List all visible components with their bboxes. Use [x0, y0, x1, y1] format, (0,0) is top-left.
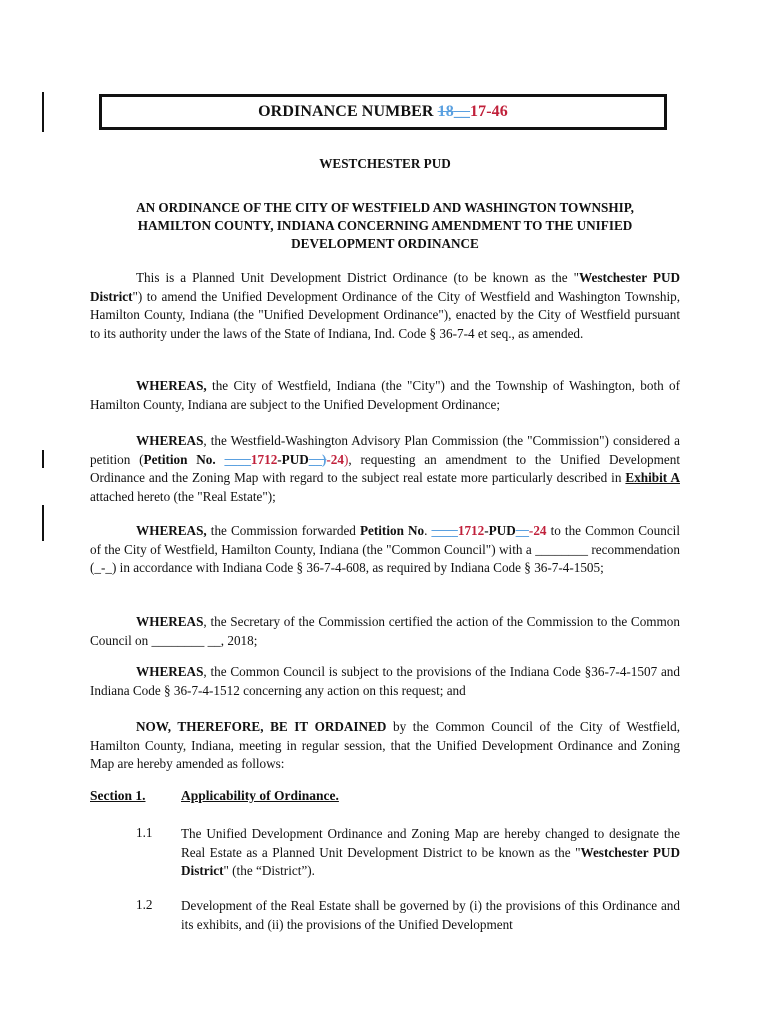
inserted-number: 17-46: [470, 103, 508, 120]
change-bar: [42, 92, 44, 132]
whereas-paragraph-3: WHEREAS, the Commission forwarded Petition No. ____1712-PUD__-24 to the Common Council of the City of Westfield, Hamilton County, Indiana (the "Common Council") with a ________ recommendation (_-_) in accordance with Indiana Code § 36-7-4-608, as required by Indiana Code § 36-7-4-1505;: [90, 523, 680, 575]
title-box: [99, 94, 667, 130]
whereas-paragraph-1: WHEREAS, the City of Westfield, Indiana (the "City") and the Township of Washington, both of Hamilton County, Indiana are subject to the Unified Development Ordinance;: [90, 378, 680, 412]
item-number: 1.1: [136, 825, 153, 840]
ordinance-title: ORDINANCE NUMBER 18__17-46: [258, 103, 508, 120]
subtitle: WESTCHESTER PUD: [319, 156, 451, 171]
struck-blank: __: [453, 103, 471, 120]
section-item-1-2: Development of the Real Estate shall be governed by (i) the provisions of this Ordinance and its exhibits, and (ii) the provisions of the Unified Development: [181, 898, 680, 932]
whereas-paragraph-5: WHEREAS, the Common Council is subject to the provisions of the Indiana Code §36-7-4-1507 and Indiana Code § 36-7-4-1512 concerning any action on this request; and: [90, 664, 680, 698]
change-bar: [42, 450, 44, 468]
section-1-label: Section 1.: [90, 788, 146, 803]
section-item-1-1: The Unified Development Ordinance and Zoning Map are hereby changed to designate the Real Estate as a Planned Unit Development District to be known as the "Westchester PUD District" (the “District”).: [181, 826, 680, 878]
section-1-title: Applicability of Ordinance.: [181, 788, 339, 803]
ordinance-heading: AN ORDINANCE OF THE CITY OF WESTFIELD AND WASHINGTON TOWNSHIP, HAMILTON COUNTY, INDIANA CONCERNING AMENDMENT TO THE UNIFIED DEVELOPMENT ORDINANCE: [136, 200, 634, 251]
whereas-paragraph-4: WHEREAS, the Secretary of the Commission certified the action of the Commission to the Common Council on ________ __, 2018;: [90, 614, 680, 648]
change-bar: [42, 505, 44, 541]
ordained-paragraph: NOW, THEREFORE, BE IT ORDAINED by the Common Council of the City of Westfield, Hamilton County, Indiana, meeting in regular session, that the Unified Development Ordinance and Zoning Map are hereby amended as follows:: [90, 719, 681, 771]
exhibit-a-reference: Exhibit A: [625, 470, 680, 485]
intro-paragraph: This is a Planned Unit Development District Ordinance (to be known as the "Westchester PUD District") to amend the Unified Development Ordinance of the City of Westfield and Washington Township, Hamilton County, Indiana (the "Unified Development Ordinance"), enacted by the City of Westfield pursuant to its authority under the laws of the State of Indiana, Ind. Code § 36-7-4 et seq., as amended.: [90, 270, 680, 341]
whereas-paragraph-2: WHEREAS, the Westfield-Washington Advisory Plan Commission (the "Commission") considered a petition (Petition No. ____1712-PUD__)-24), requesting an amendment to the Unified Development Ordinance and the Zoning Map with regard to the subject real estate more particularly described in Exhibit A attached hereto (the "Real Estate");: [90, 433, 680, 504]
item-number: 1.2: [136, 897, 153, 912]
struck-number: 18: [437, 103, 454, 120]
